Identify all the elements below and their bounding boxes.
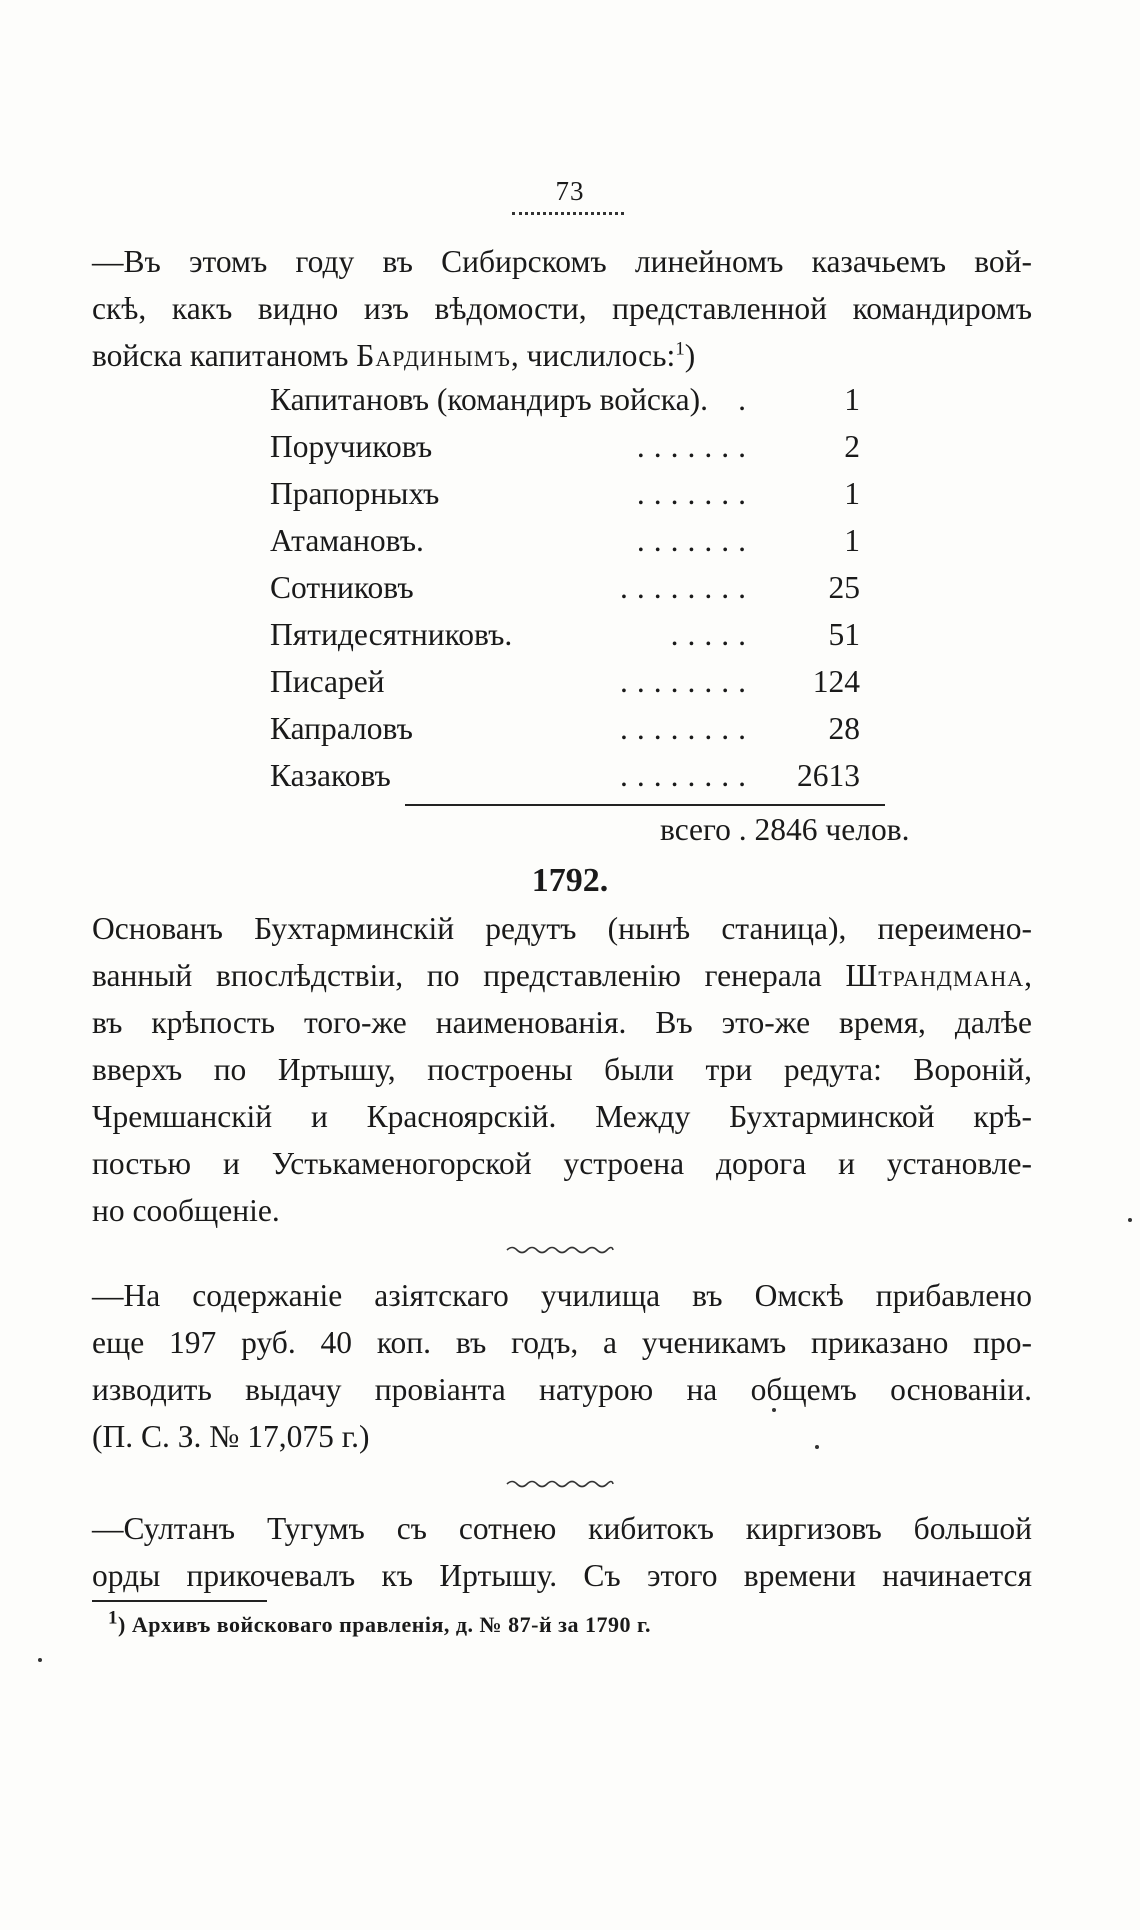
rank-count: 51 [828, 617, 860, 652]
rank-row [270, 664, 860, 711]
footnote-marker: 1 [108, 1607, 118, 1629]
rank-row [270, 758, 860, 805]
person-name-bardin: Бардинымъ [356, 338, 511, 373]
rank-label: Капраловъ [270, 711, 413, 746]
leader-dots: ....... [636, 429, 755, 464]
rank-label: Сотниковъ [270, 570, 414, 605]
para1-line-6: постью и Устькаменогорской устроена дорога и установле- [92, 1146, 1032, 1181]
paragraph-bukhtarma [92, 905, 1032, 1234]
rank-label: Писарей [270, 664, 385, 699]
rank-count: 1 [844, 476, 860, 511]
rank-label: Поручиковъ [270, 429, 433, 464]
para1-line-4: вверхъ по Иртышу, построены были три редута: Вороній, [92, 1052, 1032, 1087]
para3-line-2: орды прикочевалъ къ Иртышу. Съ этого времени начинается [92, 1558, 1032, 1593]
rank-row [270, 570, 860, 617]
year-heading: 1792. [531, 862, 609, 899]
rank-row [270, 382, 860, 429]
intro-paragraph [92, 238, 1032, 379]
paragraph-sultan [92, 1505, 1032, 1599]
rank-count: 1 [844, 382, 860, 417]
rank-row [270, 476, 860, 523]
para3-line-1: —Султанъ Тугумъ съ сотнею кибитокъ киргизовъ большой [92, 1511, 1032, 1546]
print-speck [772, 1408, 776, 1412]
rank-row [270, 523, 860, 570]
rank-count: 124 [812, 664, 860, 699]
leader-dots: ........ [620, 664, 755, 699]
rank-row [270, 617, 860, 664]
para1-line-5: Чремшанскій и Красноярскій. Между Бухтарминской крѣ- [92, 1099, 1032, 1134]
page-number-rule [512, 212, 624, 215]
footnote-text: ) Архивъ войсковаго правленія, д. № 87-й за 1790 г. [118, 1612, 652, 1637]
footnote-reference: 1 [675, 338, 685, 360]
leader-dots: ..... [670, 617, 755, 652]
rank-label: Атамановъ. [270, 523, 424, 558]
rank-count: 25 [828, 570, 860, 605]
para1-line-7: но сообщеніе. [92, 1193, 280, 1228]
rank-count: 2 [844, 429, 860, 464]
para2-line-3: изводить выдачу провіанта натурою на общемъ основаніи. [92, 1372, 1032, 1407]
print-speck [38, 1658, 42, 1662]
para1-line-2-end: , [1024, 958, 1032, 993]
para2-line-4: (П. С. З. № 17,075 г.) [92, 1419, 370, 1454]
paragraph-asian-school [92, 1272, 1032, 1460]
table-total-rule [405, 804, 885, 806]
para1-line-2-start: ванный впослѣдствіи, по представленію генерала [92, 958, 846, 993]
leader-dots: . [738, 382, 755, 417]
intro-line-2: скѣ, какъ видно изъ вѣдомости, представленной командиромъ [92, 291, 1032, 326]
print-speck [815, 1445, 819, 1449]
rank-row [270, 711, 860, 758]
intro-line-3 [92, 332, 1032, 379]
rank-label: Пятидесятниковъ. [270, 617, 513, 652]
footnote-rule [92, 1600, 267, 1602]
rank-count: 28 [828, 711, 860, 746]
rank-label: Казаковъ [270, 758, 391, 793]
para1-line-3: въ крѣпость того-же наименованія. Въ это-же время, далѣе [92, 1005, 1032, 1040]
table-total: всего . 2846 челов. [660, 812, 910, 847]
intro-line-1: —Въ этомъ году въ Сибирскомъ линейномъ казачьемъ вой- [92, 244, 1032, 279]
footnote-reference-paren: ) [684, 338, 696, 373]
leader-dots: ........ [620, 758, 755, 793]
leader-dots: ........ [620, 711, 755, 746]
intro-line-3-end: , числилось: [510, 338, 676, 373]
para2-line-2: еще 197 руб. 40 коп. въ годъ, а ученикамъ приказано про- [92, 1325, 1032, 1360]
leader-dots: ....... [636, 476, 755, 511]
para1-line-2 [92, 952, 1032, 999]
rank-label: Прапорныхъ [270, 476, 440, 511]
rank-table [270, 382, 860, 805]
leader-dots: ....... [636, 523, 755, 558]
section-ornament [505, 1476, 615, 1492]
para2-line-1: —На содержаніе азіятскаго училища въ Омскѣ прибавлено [92, 1278, 1032, 1313]
rank-label: Капитановъ (командиръ войска). [270, 382, 708, 417]
rank-row [270, 429, 860, 476]
leader-dots: ........ [620, 570, 755, 605]
rank-count: 1 [844, 523, 860, 558]
print-speck [1128, 1218, 1132, 1222]
page-number: 73 [555, 176, 585, 206]
footnote [108, 1607, 652, 1638]
para1-line-1: Основанъ Бухтарминскій редутъ (нынѣ станица), переимено- [92, 911, 1032, 946]
rank-count: 2613 [797, 758, 860, 793]
person-name-strandman: Штрандмана [845, 958, 1025, 993]
intro-line-3-start: войска капитаномъ [92, 338, 357, 373]
section-ornament [505, 1242, 615, 1258]
